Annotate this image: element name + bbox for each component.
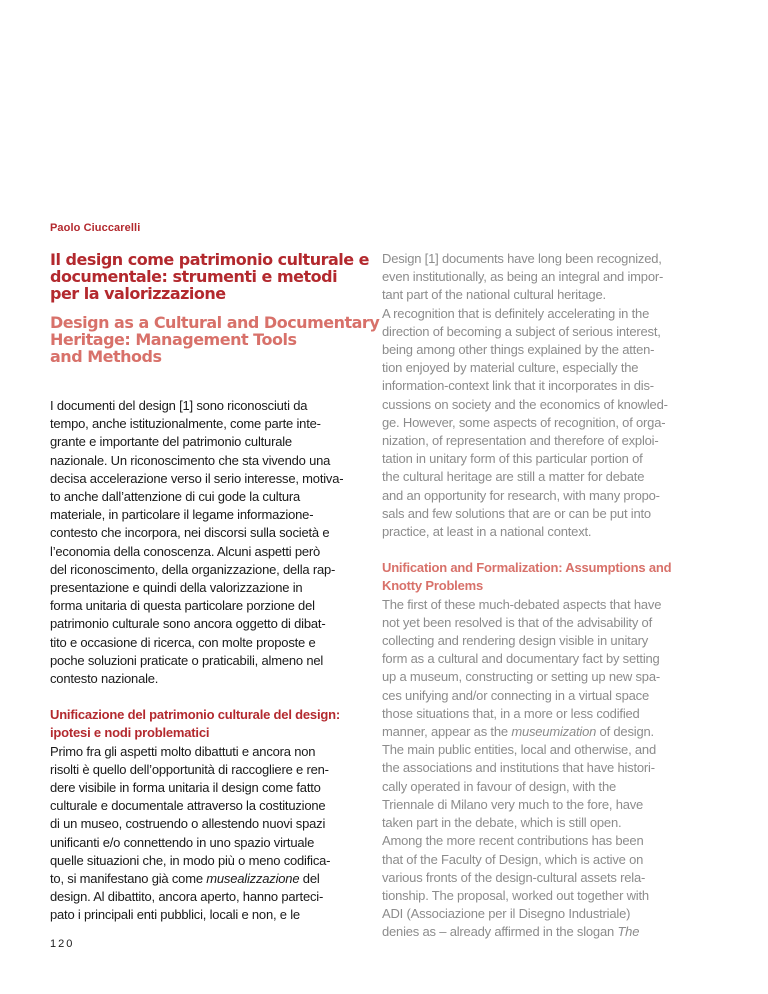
text-line: The first of these much-debated aspects that have [382, 596, 662, 612]
paragraph-gap [50, 688, 366, 706]
text-line: Triennale di Milano very much to the fore, have [382, 796, 644, 812]
english-paragraph-2 [382, 596, 704, 942]
title-italian [50, 250, 370, 303]
title-it-line: per la valorizzazione [50, 284, 226, 303]
text-line: ces unifying and/or connecting in a virtual space [382, 687, 649, 703]
text-line: patrimonio culturale sono ancora oggetto di dibat- [50, 616, 326, 632]
text-line: The main public entities, local and otherwise, and [382, 742, 656, 758]
text-line: contesto che incorpora, nei discorsi sulla società e [50, 525, 330, 541]
text-segment: denies as – already affirmed in the slogan [382, 924, 618, 940]
text-line: I documenti del design [1] sono riconosciuti da [50, 398, 308, 413]
text-line: tempo, anche istituzionalmente, come parte inte- [50, 416, 321, 432]
page-number: 120 [50, 938, 75, 950]
text-line: Primo fra gli aspetti molto dibattuti e ancora non [50, 743, 316, 759]
text-line: forma unitaria di questa particolare porzione del [50, 598, 315, 614]
title-en-line: Heritage: Management Tools [50, 330, 297, 349]
text-line: quelle situazioni che, in modo più o meno codifica- [50, 852, 331, 868]
text-line: tionship. The proposal, worked out together with [382, 887, 649, 903]
text-line: to anche dall’attenzione di cui gode la cultura [50, 489, 301, 505]
text-line: contesto nazionale. [50, 671, 159, 687]
text-line: form as a cultural and documentary fact by setting [382, 651, 660, 667]
text-line: nazionale. Un riconoscimento che sta vivendo una [50, 452, 331, 468]
text-line: collecting and rendering design visible in unitary [382, 633, 649, 649]
text-line [50, 870, 366, 888]
text-line: ge. However, some aspects of recognition, of orga- [382, 414, 666, 430]
italian-paragraph-2 [50, 743, 366, 925]
italic-term: The [617, 924, 640, 940]
title-en-line: Design as a Cultural and Documentary [50, 313, 380, 332]
text-line: poche soluzioni praticate o praticabili, almeno nel [50, 652, 324, 668]
text-line: Among the more recent contributions has been [382, 833, 644, 849]
text-segment: of design. [596, 724, 654, 740]
text-line: tito e occasione di ricerca, con molte proposte e [50, 634, 316, 650]
text-line: up a museum, constructing or setting up new spa- [382, 669, 660, 685]
text-line: sals and few solutions that are or can be put into [382, 505, 651, 521]
italic-term: museumization [511, 724, 597, 740]
text-segment: to, si manifestano già come [50, 871, 207, 887]
text-line: materiale, in particolare il legame informazione- [50, 507, 314, 523]
text-line: A recognition that is definitely accelerating in the [382, 305, 650, 321]
text-line [382, 923, 704, 941]
text-line: information-context link that it incorporates in dis- [382, 378, 654, 394]
text-line: presentazione e quindi della valorizzazione in [50, 580, 303, 596]
heading-line: Knotty Problems [382, 578, 484, 594]
text-line: tant part of the national cultural heritage. [382, 287, 606, 303]
text-line: ADI (Associazione per il Disegno Industriale) [382, 906, 631, 922]
paragraph-gap [382, 541, 704, 559]
english-column [382, 250, 704, 942]
text-line: cally operated in favour of design, with the [382, 778, 617, 794]
heading-line: Unification and Formalization: Assumptions and [382, 560, 672, 576]
text-line: nization, of representation and therefore of exploi- [382, 433, 659, 449]
text-line: Design [1] documents have long been recognized, [382, 251, 662, 266]
text-line: cussions on society and the economics of knowled- [382, 396, 668, 412]
text-line: the cultural heritage are still a matter for debate [382, 469, 645, 485]
text-line: dere visibile in forma unitaria il design come fatto [50, 780, 321, 796]
heading-line: ipotesi e nodi problematici [50, 725, 210, 741]
text-line [382, 723, 704, 741]
text-line: those situations that, in a more or less codified [382, 705, 640, 721]
title-it-line: Il design come patrimonio culturale e [50, 250, 370, 269]
text-line: decisa accelerazione verso il serio interesse, motiva- [50, 470, 344, 486]
text-line: grante e importante del patrimonio culturale [50, 434, 292, 450]
text-segment: del [299, 871, 320, 887]
text-line: design. Al dibattito, ancora aperto, hanno parteci- [50, 889, 324, 905]
text-line: direction of becoming a subject of serious interest, [382, 323, 661, 339]
text-line: culturale e documentale attraverso la costituzione [50, 798, 326, 814]
text-line: being among other things explained by the atten- [382, 342, 655, 358]
english-paragraph-1 [382, 250, 704, 541]
author-name: Paolo Ciuccarelli [50, 222, 141, 234]
text-line: even institutionally, as being an integral and impor- [382, 269, 664, 285]
italic-term: musealizzazione [206, 871, 300, 887]
title-en-line: and Methods [50, 347, 162, 366]
italian-column [50, 397, 366, 925]
text-line: l’economia della conoscenza. Alcuni aspetti però [50, 543, 321, 559]
text-line: pato i principali enti pubblici, locali e non, e le [50, 907, 300, 923]
text-line: unificanti e/o connettendo in uno spazio virtuale [50, 834, 315, 850]
title-it-line: documentale: strumenti e metodi [50, 267, 338, 286]
text-line: the associations and institutions that have histori- [382, 760, 655, 776]
italian-paragraph-1 [50, 397, 366, 688]
text-line: tation in unitary form of this particular portion of [382, 451, 643, 467]
heading-line: Unificazione del patrimonio culturale del design: [50, 707, 340, 723]
title-english [50, 313, 380, 366]
text-line: del riconoscimento, della organizzazione, della rap- [50, 561, 336, 577]
text-line: not yet been resolved is that of the advisability of [382, 614, 652, 630]
english-section-heading [382, 559, 704, 595]
text-line: and an opportunity for research, with many propo- [382, 487, 660, 503]
text-line: risolti è quello dell’opportunità di raccogliere e ren- [50, 761, 329, 777]
text-segment: manner, appear as the [382, 724, 512, 740]
text-line: practice, at least in a national context. [382, 524, 592, 540]
text-line: tion enjoyed by material culture, especially the [382, 360, 639, 376]
text-line: various fronts of the design-cultural assets rela- [382, 869, 646, 885]
italian-section-heading [50, 706, 366, 742]
text-line: that of the Faculty of Design, which is active on [382, 851, 644, 867]
text-line: taken part in the debate, which is still open. [382, 815, 622, 831]
text-line: di un museo, costruendo o allestendo nuovi spazi [50, 816, 326, 832]
